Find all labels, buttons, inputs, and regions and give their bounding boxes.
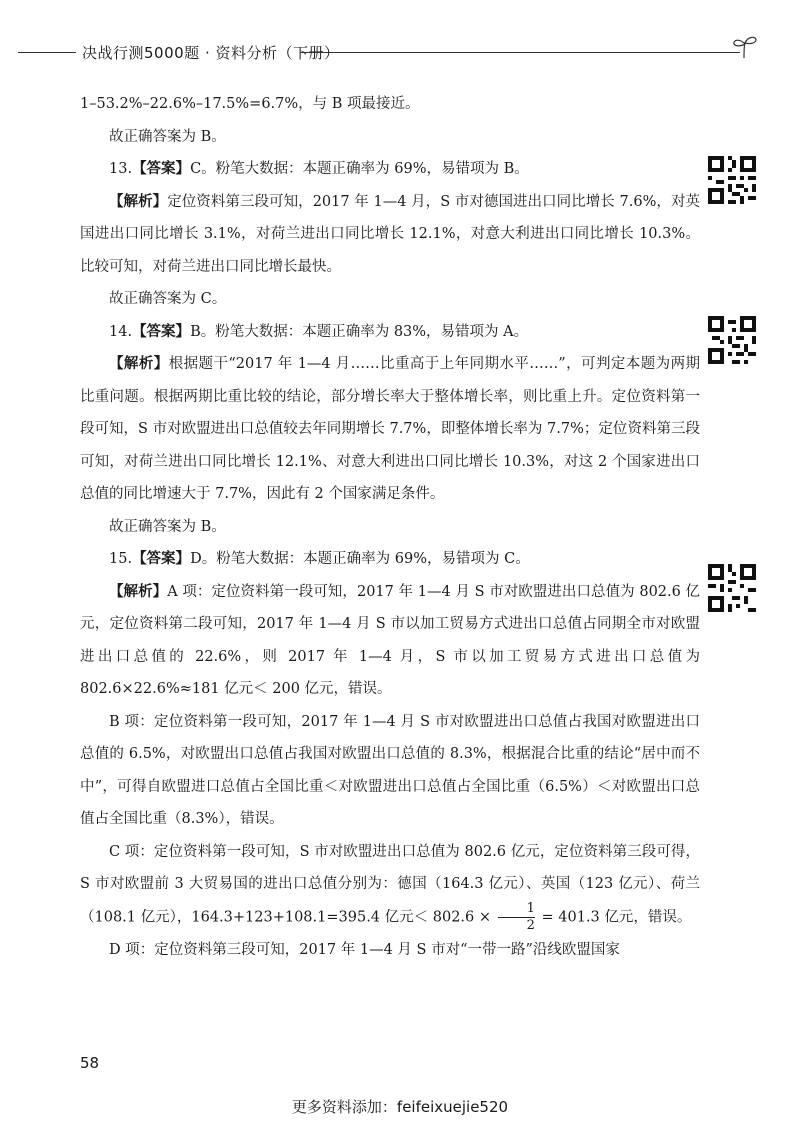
analysis-tag: 【解析】 <box>109 192 168 210</box>
q15-analysis-c <box>80 836 700 934</box>
answer-tag: 【答案】 <box>132 160 191 177</box>
question-number: 13. <box>109 161 133 177</box>
q13-answer <box>80 153 700 186</box>
q15-analysis-b: B 项：定位资料第一段可知，2017 年 1—4 月 S 市对欧盟进出口总值占我国对欧盟进出口总值的 6.5%，对欧盟出口总值占我国对欧盟出口总值的 8.3%，根据混合比重的结论“居中而不中”，可得自欧盟进口总值占全国比重＜对欧盟进出口总值占全国比重（6.5%）＜对欧盟出口总值占全国比重（8.3%），错误。 <box>80 713 700 827</box>
answer-text: D。粉笔大数据：本题正确率为 69%，易错项为 C。 <box>190 551 530 567</box>
conclusion: 故正确答案为 B。 <box>109 128 226 145</box>
analysis-tag: 【解析】 <box>109 582 168 600</box>
analysis-text: 根据题干“2017 年 1—4 月……比重高于上年同期水平……”，可判定本题为两期比重问题。根据两期比重比较的结论，部分增长率大于整体增长率，则比重上升。定位资料第一段可知，S 市对欧盟进出口总值较去年同期增长 7.7%，即整体增长率为 7.7%；定位资料第三段可知，对荷兰进出口同比增长 12.1%、对意大利进出口同比增长 10.3%，对这 2 个国家进出口总值的同比增速大于 7.7%，因此有 2 个国家满足条件。 <box>80 356 700 502</box>
question-number: 14. <box>109 323 133 340</box>
option-a-analysis: A 项：定位资料第一段可知，2017 年 1—4 月 S 市对欧盟进出口总值为 802.6 亿元，定位资料第二段可知，2017 年 1—4 月 S 市以加工贸易方式进出口总值占同期全市对欧盟进出口总值的 22.6%，则 2017 年 1—4 月，S 市以加工贸易方式进出口总值为 802.6×22.6%≈181 亿元＜ 200 亿元，错误。 <box>80 583 701 697</box>
sprout-icon <box>730 34 760 60</box>
header-rule-right <box>300 52 740 53</box>
page-body <box>80 88 700 966</box>
qr-code-icon[interactable] <box>708 316 756 364</box>
analysis-tag: 【解析】 <box>109 355 169 372</box>
paragraph: 1–53.2%–22.6%–17.5%=6.7%，与 B 项最接近。 <box>80 96 420 112</box>
fraction-one-half <box>498 901 535 934</box>
answer-text: B。粉笔大数据：本题正确率为 83%，易错项为 A。 <box>190 323 529 340</box>
qr-code-icon[interactable] <box>708 564 756 612</box>
running-header <box>0 34 800 74</box>
q15-analysis-a <box>80 576 700 706</box>
q13-analysis <box>80 186 700 284</box>
q15-analysis-d: D 项：定位资料第三段可知，2017 年 1—4 月 S 市对“一带一路”沿线欧盟国家 <box>109 941 620 958</box>
q14-answer <box>80 316 700 349</box>
answer-text: C。粉笔大数据：本题正确率为 69%，易错项为 B。 <box>190 161 529 177</box>
analysis-text: 定位资料第三段可知，2017 年 1—4 月，S 市对德国进出口同比增长 7.6%，对英国进出口同比增长 3.1%，对荷兰进出口同比增长 12.1%，对意大利进出口同比增长 10.3%。比较可知，对荷兰进出口同比增长最快。 <box>80 193 700 275</box>
qr-code-icon[interactable] <box>708 156 756 204</box>
answer-tag: 【答案】 <box>132 322 191 340</box>
q14-analysis <box>80 348 700 511</box>
q14-conclusion: 故正确答案为 B。 <box>109 518 226 535</box>
q13-conclusion: 故正确答案为 C。 <box>109 291 227 307</box>
page-number: 58 <box>80 1054 100 1072</box>
fraction-numerator: 1 <box>498 901 535 918</box>
book-title: 决战行测5000题 · 资料分析（下册） <box>82 44 340 62</box>
option-c-text: C 项：定位资料第一段可知，S 市对欧盟进出口总值为 802.6 亿元，定位资料第三段可得，S 市对欧盟前 3 大贸易国的进出口总值分别为：德国（164.3 亿元）、英国（123 亿元）、荷兰（108.1 亿元），164.3+123+108.1=395.4 亿元＜ 802.6 × <box>80 843 700 925</box>
question-number: 15. <box>109 551 133 567</box>
q15-answer <box>80 543 700 576</box>
fraction-denominator: 2 <box>526 917 535 933</box>
answer-tag: 【答案】 <box>132 550 191 567</box>
option-c-result: = 401.3 亿元，错误。 <box>541 909 692 925</box>
header-rule-left <box>18 52 76 53</box>
footer-note: 更多资料添加：feifeixuejie520 <box>291 1098 509 1116</box>
